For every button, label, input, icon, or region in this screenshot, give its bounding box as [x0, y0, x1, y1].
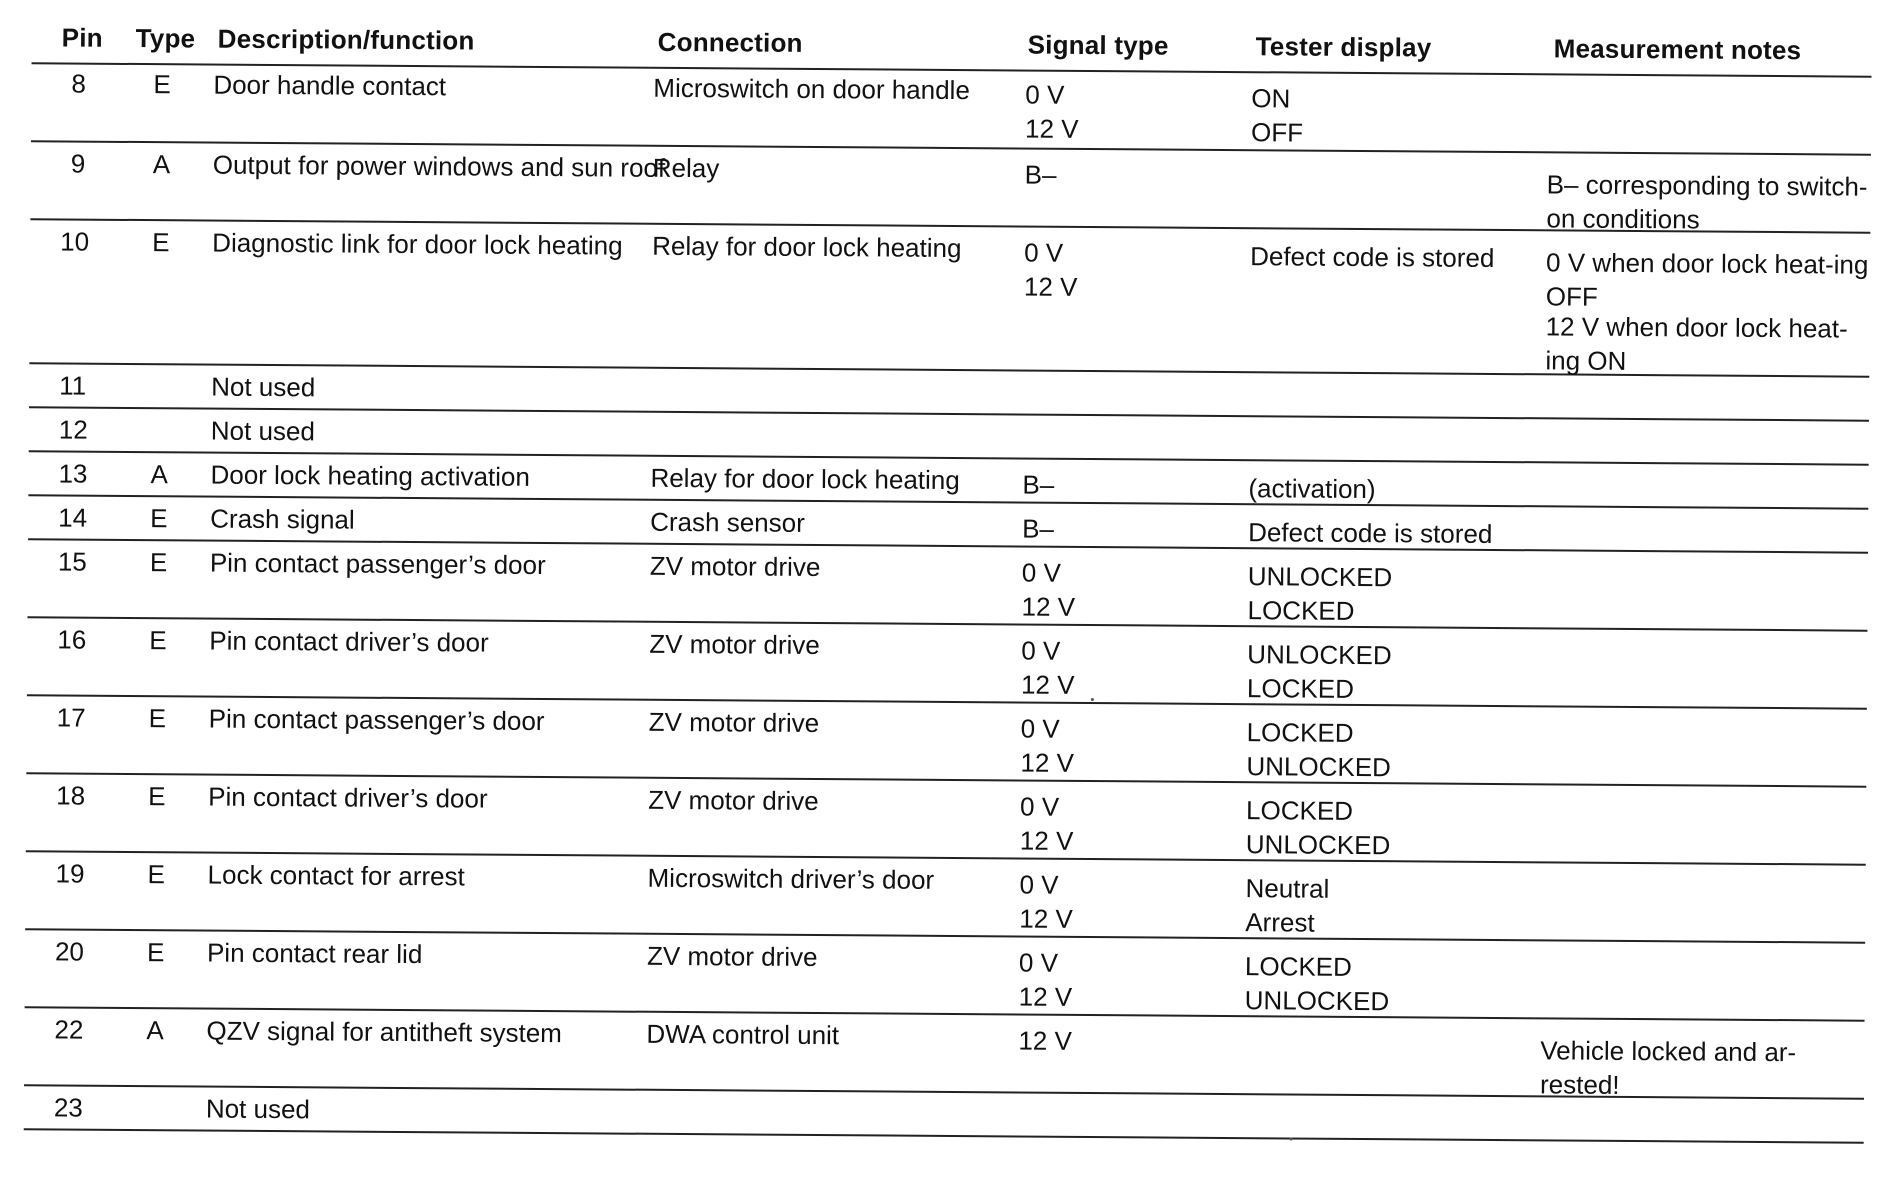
table-row: [0, 0, 1890, 14]
table-row: [0, 0, 1890, 14]
header-tester-display: Tester display: [1255, 31, 1432, 63]
type-cell: E: [148, 703, 167, 734]
signal-cell: 0 V: [1024, 237, 1064, 268]
pin-cell: 15: [57, 546, 87, 577]
type-cell: A: [152, 149, 171, 180]
signal-cell: B–: [1022, 469, 1055, 500]
table-row: [0, 0, 1890, 14]
connection-cell: Relay for door lock heating: [652, 230, 962, 264]
description-cell: Door handle contact: [213, 69, 447, 102]
header-connection: Connection: [657, 26, 803, 58]
notes-cell: 0 V when door lock heat-ing OFF: [1545, 247, 1869, 312]
pin-cell: 18: [56, 780, 86, 811]
table-row: [0, 0, 1890, 14]
type-cell: E: [150, 503, 168, 534]
connection-cell: ZV motor drive: [649, 628, 820, 661]
signal-cell: 12 V: [1020, 747, 1075, 778]
scan-speck: [1091, 698, 1094, 701]
table-row: [0, 0, 1890, 14]
signal-cell: 0 V: [1021, 557, 1061, 588]
table-row: [0, 0, 1890, 14]
tester-cell: ON: [1251, 83, 1291, 114]
pin-cell: 22: [54, 1014, 84, 1045]
tester-cell: UNLOCKED: [1247, 561, 1393, 593]
tester-cell: (activation): [1248, 473, 1376, 505]
type-cell: A: [146, 1015, 164, 1046]
connection-cell: Relay: [652, 152, 720, 184]
tester-cell: LOCKED: [1247, 595, 1355, 626]
pin-cell: 19: [55, 858, 85, 889]
connection-cell: ZV motor drive: [648, 784, 819, 817]
connection-cell: ZV motor drive: [649, 550, 821, 583]
scan-speck: [1290, 1137, 1293, 1140]
description-cell: QZV signal for antitheft system: [206, 1015, 563, 1049]
signal-cell: 0 V: [1019, 869, 1059, 900]
tester-cell: OFF: [1250, 117, 1304, 148]
notes-cell: B– corresponding to switch-on conditions: [1546, 169, 1868, 235]
description-cell: Lock contact for arrest: [207, 859, 465, 892]
description-cell: Output for power windows and sun roof: [212, 149, 666, 183]
signal-cell: 0 V: [1018, 947, 1059, 978]
type-cell: E: [153, 69, 171, 100]
tester-cell: UNLOCKED: [1246, 751, 1392, 783]
tester-cell: Defect code is stored: [1248, 517, 1493, 549]
tester-cell: LOCKED: [1245, 795, 1354, 826]
type-cell: E: [147, 859, 166, 890]
pin-cell: 23: [53, 1092, 83, 1123]
tester-cell: Arrest: [1245, 907, 1315, 938]
signal-cell: 0 V: [1020, 791, 1060, 822]
type-cell: E: [148, 781, 166, 812]
connection-cell: Relay for door lock heating: [650, 462, 960, 496]
pin-cell: 12: [58, 414, 88, 445]
pin-cell: 13: [58, 458, 88, 489]
table-row: [0, 0, 1890, 14]
tester-cell: Defect code is stored: [1250, 241, 1495, 273]
type-cell: E: [149, 625, 167, 656]
type-cell: E: [152, 227, 170, 258]
pin-cell: 11: [59, 370, 87, 401]
table-row: [0, 0, 1890, 14]
pin-cell: 9: [70, 148, 86, 179]
pin-cell: 17: [56, 702, 86, 733]
description-cell: Door lock heating activation: [210, 459, 531, 492]
connection-cell: ZV motor drive: [648, 706, 820, 739]
tester-cell: LOCKED: [1246, 673, 1355, 704]
pin-cell: 10: [60, 226, 90, 257]
tester-cell: UNLOCKED: [1247, 639, 1392, 671]
signal-cell: 12 V: [1024, 113, 1079, 144]
description-cell: Pin contact driver’s door: [208, 781, 488, 814]
signal-cell: 12 V: [1019, 903, 1073, 934]
connection-cell: ZV motor drive: [646, 940, 818, 973]
signal-cell: 12 V: [1018, 981, 1073, 1012]
signal-cell: B–: [1022, 513, 1055, 544]
connection-cell: Microswitch on door handle: [653, 72, 970, 106]
description-cell: Not used: [210, 415, 316, 447]
type-cell: A: [150, 459, 168, 490]
tester-cell: LOCKED: [1246, 717, 1354, 748]
table-row: [0, 0, 1890, 14]
signal-cell: 0 V: [1020, 713, 1060, 744]
pin-cell: 8: [71, 68, 86, 99]
signal-cell: 0 V: [1021, 635, 1061, 666]
signal-cell: 12 V: [1018, 1025, 1073, 1056]
connection-cell: DWA control unit: [646, 1018, 840, 1051]
type-cell: E: [149, 547, 168, 578]
description-cell: Diagnostic link for door lock heating: [212, 227, 623, 261]
description-cell: Pin contact passenger’s door: [209, 547, 546, 581]
table-row: [0, 0, 1890, 14]
description-cell: Not used: [211, 371, 316, 403]
description-cell: Crash signal: [210, 503, 355, 535]
tester-cell: Neutral: [1245, 873, 1330, 904]
header-type: Type: [135, 22, 196, 54]
header-signal-type: Signal type: [1027, 29, 1169, 61]
tester-cell: LOCKED: [1244, 951, 1352, 982]
tester-cell: UNLOCKED: [1244, 985, 1390, 1017]
connection-cell: Microswitch driver’s door: [647, 862, 935, 895]
pin-cell: 14: [58, 502, 88, 533]
type-cell: E: [146, 937, 165, 968]
notes-cell: 12 V when door lock heat-ing ON: [1545, 311, 1848, 376]
signal-cell: 0 V: [1025, 79, 1065, 110]
header-description: Description/function: [217, 23, 475, 56]
signal-cell: 12 V: [1023, 271, 1078, 302]
signal-cell: 12 V: [1021, 591, 1076, 622]
table-row: [0, 0, 1890, 14]
table-row: [0, 0, 1890, 14]
table-row: [0, 0, 1890, 14]
row-separator: [24, 1128, 1864, 1143]
description-cell: Pin contact passenger’s door: [208, 703, 545, 737]
tester-cell: UNLOCKED: [1245, 829, 1391, 861]
header-pin: Pin: [61, 22, 103, 53]
connection-cell: Crash sensor: [650, 506, 805, 538]
table-row: [0, 0, 1890, 14]
description-cell: Not used: [205, 1093, 311, 1125]
pin-cell: 20: [54, 936, 85, 967]
description-cell: Pin contact rear lid: [206, 937, 423, 970]
notes-cell: Vehicle locked and ar-rested!: [1539, 1035, 1797, 1100]
description-cell: Pin contact driver’s door: [209, 625, 489, 658]
signal-cell: 12 V: [1020, 669, 1075, 700]
pin-cell: 16: [57, 624, 87, 655]
signal-cell: B–: [1024, 159, 1057, 190]
table-row: [0, 0, 1890, 14]
header-measurement-notes: Measurement notes: [1553, 33, 1802, 66]
signal-cell: 12 V: [1019, 825, 1074, 856]
